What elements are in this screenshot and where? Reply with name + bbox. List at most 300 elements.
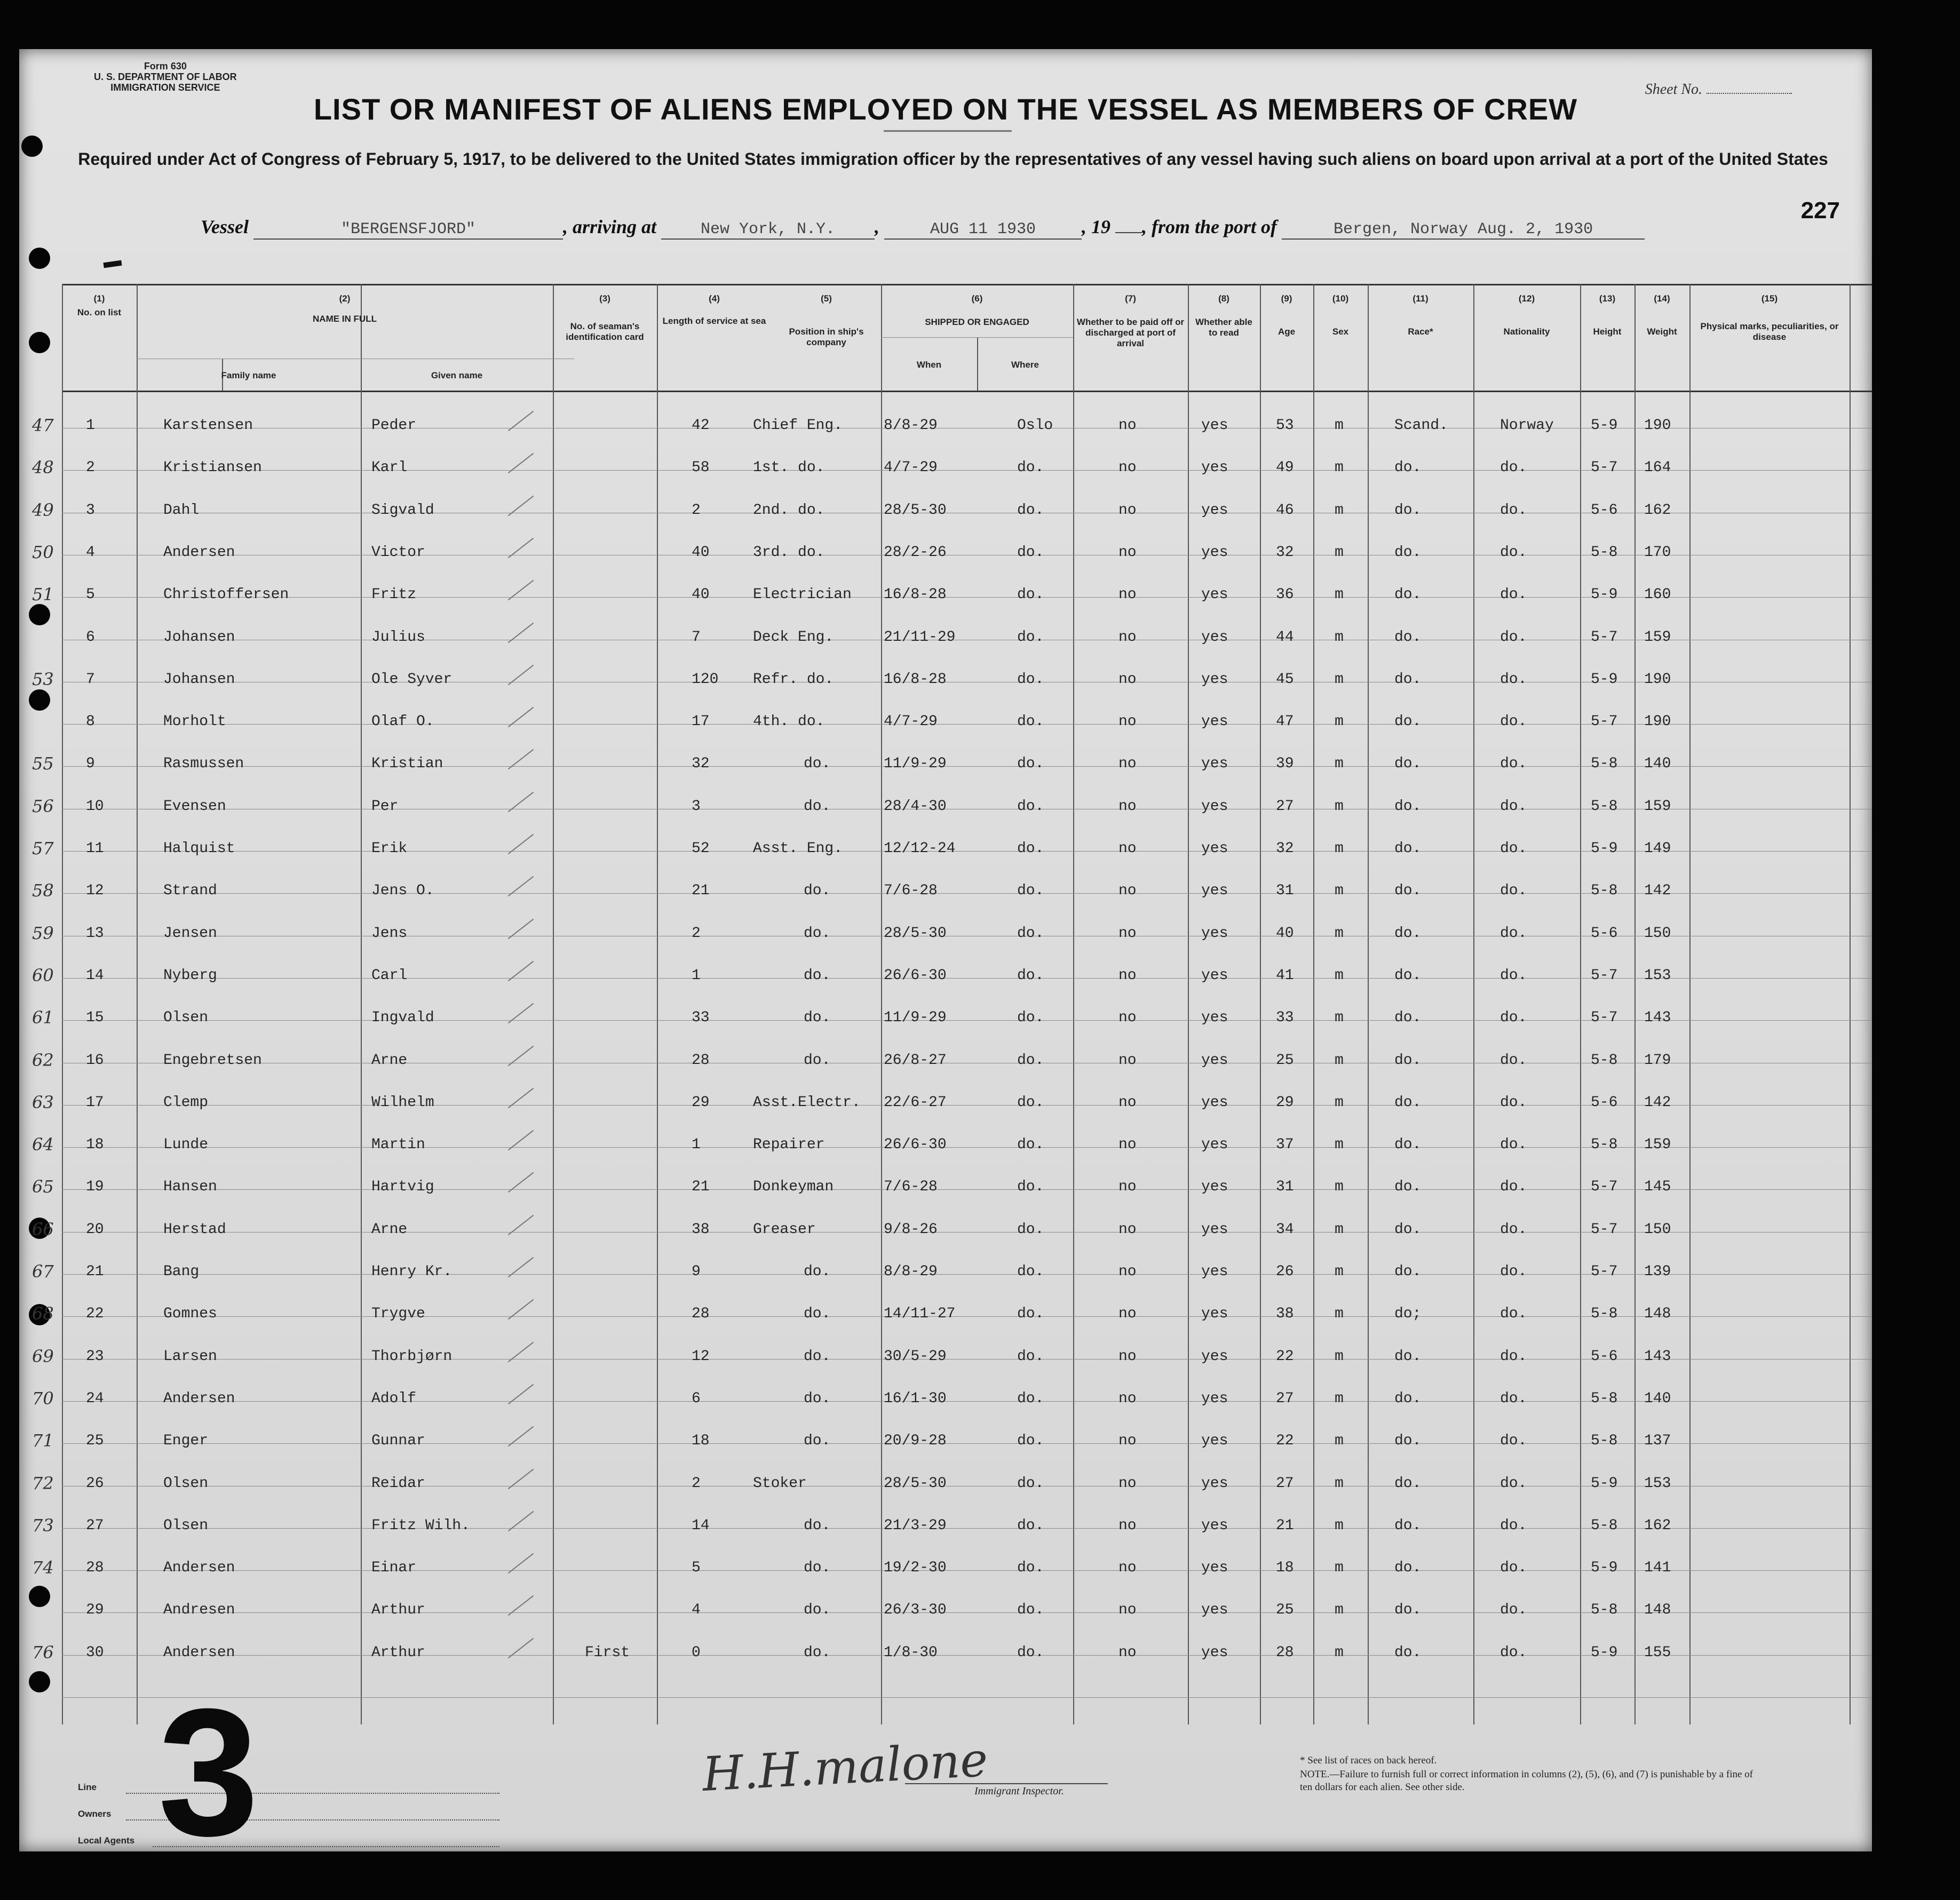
given-name: Olaf O. [371,713,434,730]
shipped-when: 28/5-30 [884,925,947,942]
weight: 150 [1644,1221,1671,1238]
paid-off: no [1118,925,1137,942]
service-length: 33 [692,1009,710,1027]
race: do. [1394,713,1422,730]
sheet-number-label: Sheet No. [1645,81,1702,98]
family-name: Rasmussen [163,756,244,773]
row-number: 15 [86,1009,104,1027]
form-department: U. S. DEPARTMENT OF LABOR [94,71,237,82]
able-to-read: yes [1201,1433,1228,1450]
age: 44 [1276,629,1294,646]
family-name: Strand [163,883,217,900]
paid-off: no [1118,840,1137,857]
race: do. [1394,1221,1422,1238]
weight: 148 [1644,1306,1671,1323]
local-agents-field [78,1835,134,1846]
column-number: (4) [709,293,720,304]
service-length: 17 [692,713,710,730]
position: do. [804,967,831,984]
position: do. [804,1602,831,1619]
given-name: Arthur [371,1602,425,1619]
given-name: Ingvald [371,1009,434,1027]
shipped-when: 8/8-29 [884,1263,938,1280]
id-card: First [585,1644,630,1661]
subheader-given: Given name [431,370,483,380]
line-field [78,1782,97,1793]
paid-off: no [1118,1221,1137,1238]
nationality: do. [1500,544,1527,561]
paid-off: no [1118,1433,1137,1450]
position: Electrician [753,586,852,603]
shipped-when: 7/6-28 [884,1179,938,1196]
weight: 159 [1644,629,1671,646]
shipped-when: 12/12-24 [884,840,956,857]
sex: m [1335,1221,1344,1238]
age: 22 [1276,1348,1294,1365]
given-name: Victor [371,544,425,561]
height: 5-7 [1591,967,1618,984]
column-rule [1473,284,1474,1724]
paid-off: no [1118,586,1137,603]
given-name: Henry Kr. [371,1263,453,1280]
margin-line-number: 60 [32,965,54,985]
signature-line [905,1783,1108,1784]
family-name: Dahl [163,502,200,519]
race: do. [1394,1433,1422,1450]
sex: m [1335,1052,1344,1069]
column-rule [137,284,138,1724]
row-number: 26 [86,1475,104,1492]
able-to-read: yes [1201,1348,1228,1365]
family-name: Hansen [163,1179,217,1196]
race: do. [1394,1602,1422,1619]
family-name: Lunde [163,1136,209,1154]
arriving-label: , arriving at [563,216,657,237]
sex: m [1335,417,1344,434]
given-name: Arthur [371,1644,425,1661]
height: 5-8 [1591,1602,1618,1619]
sex: m [1335,1263,1344,1280]
shipped-when: 16/8-28 [884,586,947,603]
shipped-where: do. [1017,713,1044,730]
height: 5-6 [1591,502,1618,519]
shipped-where: do. [1017,1009,1044,1027]
weight: 142 [1644,1094,1671,1111]
column-header: Whether able to read [1195,317,1252,338]
nationality: do. [1500,502,1527,519]
paid-off: no [1118,756,1137,773]
paid-off: no [1118,1517,1137,1534]
row-number: 6 [86,629,95,646]
height: 5-9 [1591,417,1618,434]
shipped-when: 20/9-28 [884,1433,947,1450]
height: 5-8 [1591,1306,1618,1323]
weight: 153 [1644,1475,1671,1492]
position: do. [804,1517,831,1534]
able-to-read: yes [1201,967,1228,984]
margin-line-number: 71 [32,1430,54,1451]
header-bottom-rule [62,391,1872,392]
shipped-when: 21/3-29 [884,1517,947,1534]
shipped-where: do. [1017,1475,1044,1492]
sex: m [1335,798,1344,815]
race: do. [1394,1179,1422,1196]
age: 39 [1276,756,1294,773]
margin-line-number: 72 [32,1473,54,1493]
family-name: Olsen [163,1475,209,1492]
row-number: 29 [86,1602,104,1619]
shipped-where: do. [1017,586,1044,603]
service-length: 42 [692,417,710,434]
service-length: 2 [692,1475,701,1492]
paid-off: no [1118,1263,1137,1280]
vessel-details: Vessel "BERGENSFJORD" , arriving at New York, N.Y. , AUG 11 1930 , 19 , from the port of Bergen, Norway Aug. 2, 1930 [201,216,1645,240]
paid-off: no [1118,967,1137,984]
shipped-where: do. [1017,502,1044,519]
nationality: do. [1500,1094,1527,1111]
given-name: Sigvald [371,502,434,519]
age: 27 [1276,1390,1294,1407]
position: Asst.Electr. [753,1094,861,1111]
age: 53 [1276,417,1294,434]
nationality: do. [1500,629,1527,646]
column-number: (7) [1125,293,1136,304]
race: do. [1394,925,1422,942]
race: do. [1394,840,1422,857]
given-name: Ole Syver [371,671,453,688]
row-number: 20 [86,1221,104,1238]
family-name: Morholt [163,713,226,730]
sex: m [1335,1009,1344,1027]
position: do. [804,1263,831,1280]
margin-line-number: 47 [32,415,54,435]
able-to-read: yes [1201,1644,1228,1661]
sex: m [1335,586,1344,603]
owners-label: Owners [78,1809,112,1819]
column-rule [1634,284,1636,1724]
family-name: Halquist [163,840,235,857]
family-name: Andersen [163,1560,235,1577]
position: do. [804,1560,831,1577]
given-name: Fritz Wilh. [371,1517,470,1534]
sex: m [1335,967,1344,984]
family-name: Christoffersen [163,586,289,603]
position: 1st. do. [753,459,825,476]
paid-off: no [1118,544,1137,561]
able-to-read: yes [1201,756,1228,773]
sex: m [1335,925,1344,942]
race: do. [1394,459,1422,476]
margin-line-number: 61 [32,1007,54,1028]
family-name: Bang [163,1263,200,1280]
able-to-read: yes [1201,629,1228,646]
row-number: 24 [86,1390,104,1407]
shipped-where: do. [1017,840,1044,857]
inspector-label: Immigrant Inspector. [974,1785,1064,1797]
margin-line-number: 68 [32,1303,54,1324]
weight: 159 [1644,798,1671,815]
weight: 148 [1644,1602,1671,1619]
column-header: Position in ship's company [789,327,864,347]
family-name: Herstad [163,1221,226,1238]
row-number: 8 [86,713,95,730]
weight: 143 [1644,1009,1671,1027]
form-service: IMMIGRATION SERVICE [110,82,220,93]
race: do. [1394,967,1422,984]
shipped-where: do. [1017,1052,1044,1069]
shipped-when: 21/11-29 [884,629,956,646]
position: do. [804,798,831,815]
age: 40 [1276,925,1294,942]
nationality: do. [1500,1433,1527,1450]
position: Chief Eng. [753,417,843,434]
weight: 179 [1644,1052,1671,1069]
shipped-when: 30/5-29 [884,1348,947,1365]
shipped-where: do. [1017,671,1044,688]
able-to-read: yes [1201,586,1228,603]
given-name: Trygve [371,1306,425,1323]
margin-line-number: 70 [32,1388,54,1409]
shipped-when: 1/8-30 [884,1644,938,1661]
height: 5-8 [1591,1390,1618,1407]
shipped-when: 8/8-29 [884,417,938,434]
margin-line-number: 73 [32,1515,54,1536]
height: 5-8 [1591,798,1618,815]
age: 41 [1276,967,1294,984]
shipped-when: 4/7-29 [884,459,938,476]
family-name: Andersen [163,544,235,561]
height: 5-6 [1591,925,1618,942]
paid-off: no [1118,1560,1137,1577]
able-to-read: yes [1201,1517,1228,1534]
sex: m [1335,1517,1344,1534]
able-to-read: yes [1201,1052,1228,1069]
given-name: Erik [371,840,408,857]
family-name: Andresen [163,1602,235,1619]
margin-line-number: 49 [32,499,54,520]
nationality: do. [1500,713,1527,730]
age: 36 [1276,586,1294,603]
shipped-where: do. [1017,1560,1044,1577]
position: 4th. do. [753,713,825,730]
table-top-rule [62,284,1872,285]
nationality: do. [1500,756,1527,773]
weight: 140 [1644,756,1671,773]
age: 22 [1276,1433,1294,1450]
age: 21 [1276,1517,1294,1534]
height: 5-7 [1591,1263,1618,1280]
column-number: (1) [93,293,105,304]
shipped-where: do. [1017,544,1044,561]
age: 25 [1276,1602,1294,1619]
inspector-signature: H.H.malone [701,1732,989,1802]
nationality: do. [1500,1560,1527,1577]
row-number: 16 [86,1052,104,1069]
row-number: 9 [86,756,95,773]
height: 5-8 [1591,544,1618,561]
race: Scand. [1394,417,1448,434]
paid-off: no [1118,883,1137,900]
given-name: Fritz [371,586,417,603]
page-number: 227 [1800,197,1840,224]
shipped-when: 28/5-30 [884,502,947,519]
nationality: do. [1500,1179,1527,1196]
shipped-where: do. [1017,1306,1044,1323]
given-name: Hartvig [371,1179,434,1196]
shipped-when: 26/3-30 [884,1602,947,1619]
shipped-when: 22/6-27 [884,1094,947,1111]
paid-off: no [1118,1602,1137,1619]
age: 29 [1276,1094,1294,1111]
weight: 159 [1644,1136,1671,1154]
sex: m [1335,1390,1344,1407]
race: do. [1394,1009,1422,1027]
margin-line-number: 51 [32,584,54,605]
height: 5-7 [1591,713,1618,730]
given-name: Adolf [371,1390,417,1407]
nationality: do. [1500,840,1527,857]
column-number: (2) [339,293,351,304]
column-rule [1073,284,1074,1724]
age: 28 [1276,1644,1294,1661]
race: do. [1394,883,1422,900]
paid-off: no [1118,1348,1137,1365]
able-to-read: yes [1201,1136,1228,1154]
nationality: do. [1500,798,1527,815]
subheader-where: Where [1011,360,1039,370]
nationality: do. [1500,1263,1527,1280]
paid-off: no [1118,417,1137,434]
nationality: do. [1500,671,1527,688]
paid-off: no [1118,1052,1137,1069]
shipped-when: 14/11-27 [884,1306,956,1323]
title-underline [884,130,1012,132]
age: 27 [1276,1475,1294,1492]
position: Donkeyman [753,1179,834,1196]
column-number: (3) [599,293,610,304]
nationality: do. [1500,1306,1527,1323]
shipped-when: 26/8-27 [884,1052,947,1069]
position: 3rd. do. [753,544,825,561]
column-number: (10) [1332,293,1349,304]
shipped-where: do. [1017,756,1044,773]
margin-line-number: 69 [32,1346,54,1366]
row-number: 14 [86,967,104,984]
weight: 145 [1644,1179,1671,1196]
family-name: Nyberg [163,967,217,984]
shipped-where: Oslo [1017,417,1053,434]
age: 49 [1276,459,1294,476]
shipped-where: do. [1017,1433,1044,1450]
column-number: (13) [1599,293,1616,304]
nationality: do. [1500,1348,1527,1365]
crew-table [32,284,1872,1724]
row-number: 23 [86,1348,104,1365]
margin-line-number: 66 [32,1219,54,1239]
column-header: Sex [1332,327,1349,337]
sheet-large-number: 3 [158,1671,259,1851]
shipped-where: do. [1017,1221,1044,1238]
row-number: 25 [86,1433,104,1450]
shipped-when: 28/5-30 [884,1475,947,1492]
paid-off: no [1118,1009,1137,1027]
row-number: 19 [86,1179,104,1196]
form-number: Form 630 [144,61,187,71]
weight: 162 [1644,502,1671,519]
weight: 139 [1644,1263,1671,1280]
shipped-where: do. [1017,629,1044,646]
family-name: Jensen [163,925,217,942]
able-to-read: yes [1201,840,1228,857]
paid-off: no [1118,1136,1137,1154]
row-number: 11 [86,840,104,857]
position: Asst. Eng. [753,840,843,857]
height: 5-9 [1591,1644,1618,1661]
family-name: Enger [163,1433,209,1450]
paid-off: no [1118,1094,1137,1111]
service-length: 3 [692,798,701,815]
paid-off: no [1118,502,1137,519]
column-header: Length of service at sea [662,316,766,326]
given-name: Carl [371,967,408,984]
service-length: 2 [692,502,701,519]
service-length: 5 [692,1560,701,1577]
column-header: NAME IN FULL [313,314,377,324]
able-to-read: yes [1201,417,1228,434]
shipped-when: 26/6-30 [884,1136,947,1154]
service-length: 0 [692,1644,701,1661]
height: 5-8 [1591,883,1618,900]
margin-line-number: 58 [32,880,54,901]
position: do. [804,1009,831,1027]
sex: m [1335,544,1344,561]
nationality: do. [1500,1475,1527,1492]
nationality: do. [1500,1136,1527,1154]
column-number: (6) [971,293,983,304]
row-number: 12 [86,883,104,900]
weight: 190 [1644,713,1671,730]
race: do. [1394,1517,1422,1534]
margin-line-number: 57 [32,838,54,858]
height: 5-7 [1591,459,1618,476]
nationality: Norway [1500,417,1554,434]
shipped-where: do. [1017,1136,1044,1154]
service-length: 18 [692,1433,710,1450]
shipped-when: 11/9-29 [884,1009,947,1027]
margin-mark [103,260,122,268]
service-length: 120 [692,671,719,688]
nationality: do. [1500,925,1527,942]
service-length: 21 [692,1179,710,1196]
race: do. [1394,1390,1422,1407]
column-rule [657,284,658,1724]
races-note: * See list of races on back hereof. [1300,1755,1437,1766]
age: 34 [1276,1221,1294,1238]
row-number: 4 [86,544,95,561]
shipped-when: 16/1-30 [884,1390,947,1407]
sex: m [1335,1560,1344,1577]
height: 5-7 [1591,1221,1618,1238]
shipped-where: do. [1017,1390,1044,1407]
service-length: 21 [692,883,710,900]
age: 31 [1276,883,1294,900]
penalty-note: NOTE.—Failure to furnish full or correct information in columns (2), (5), (6), and (7) is punishable by a fine of ten dollars for each alien. See other side. [1300,1769,1753,1793]
weight: 164 [1644,459,1671,476]
margin-line-number: 53 [32,669,54,689]
height: 5-9 [1591,1475,1618,1492]
age: 31 [1276,1179,1294,1196]
form-identifier [94,61,237,93]
